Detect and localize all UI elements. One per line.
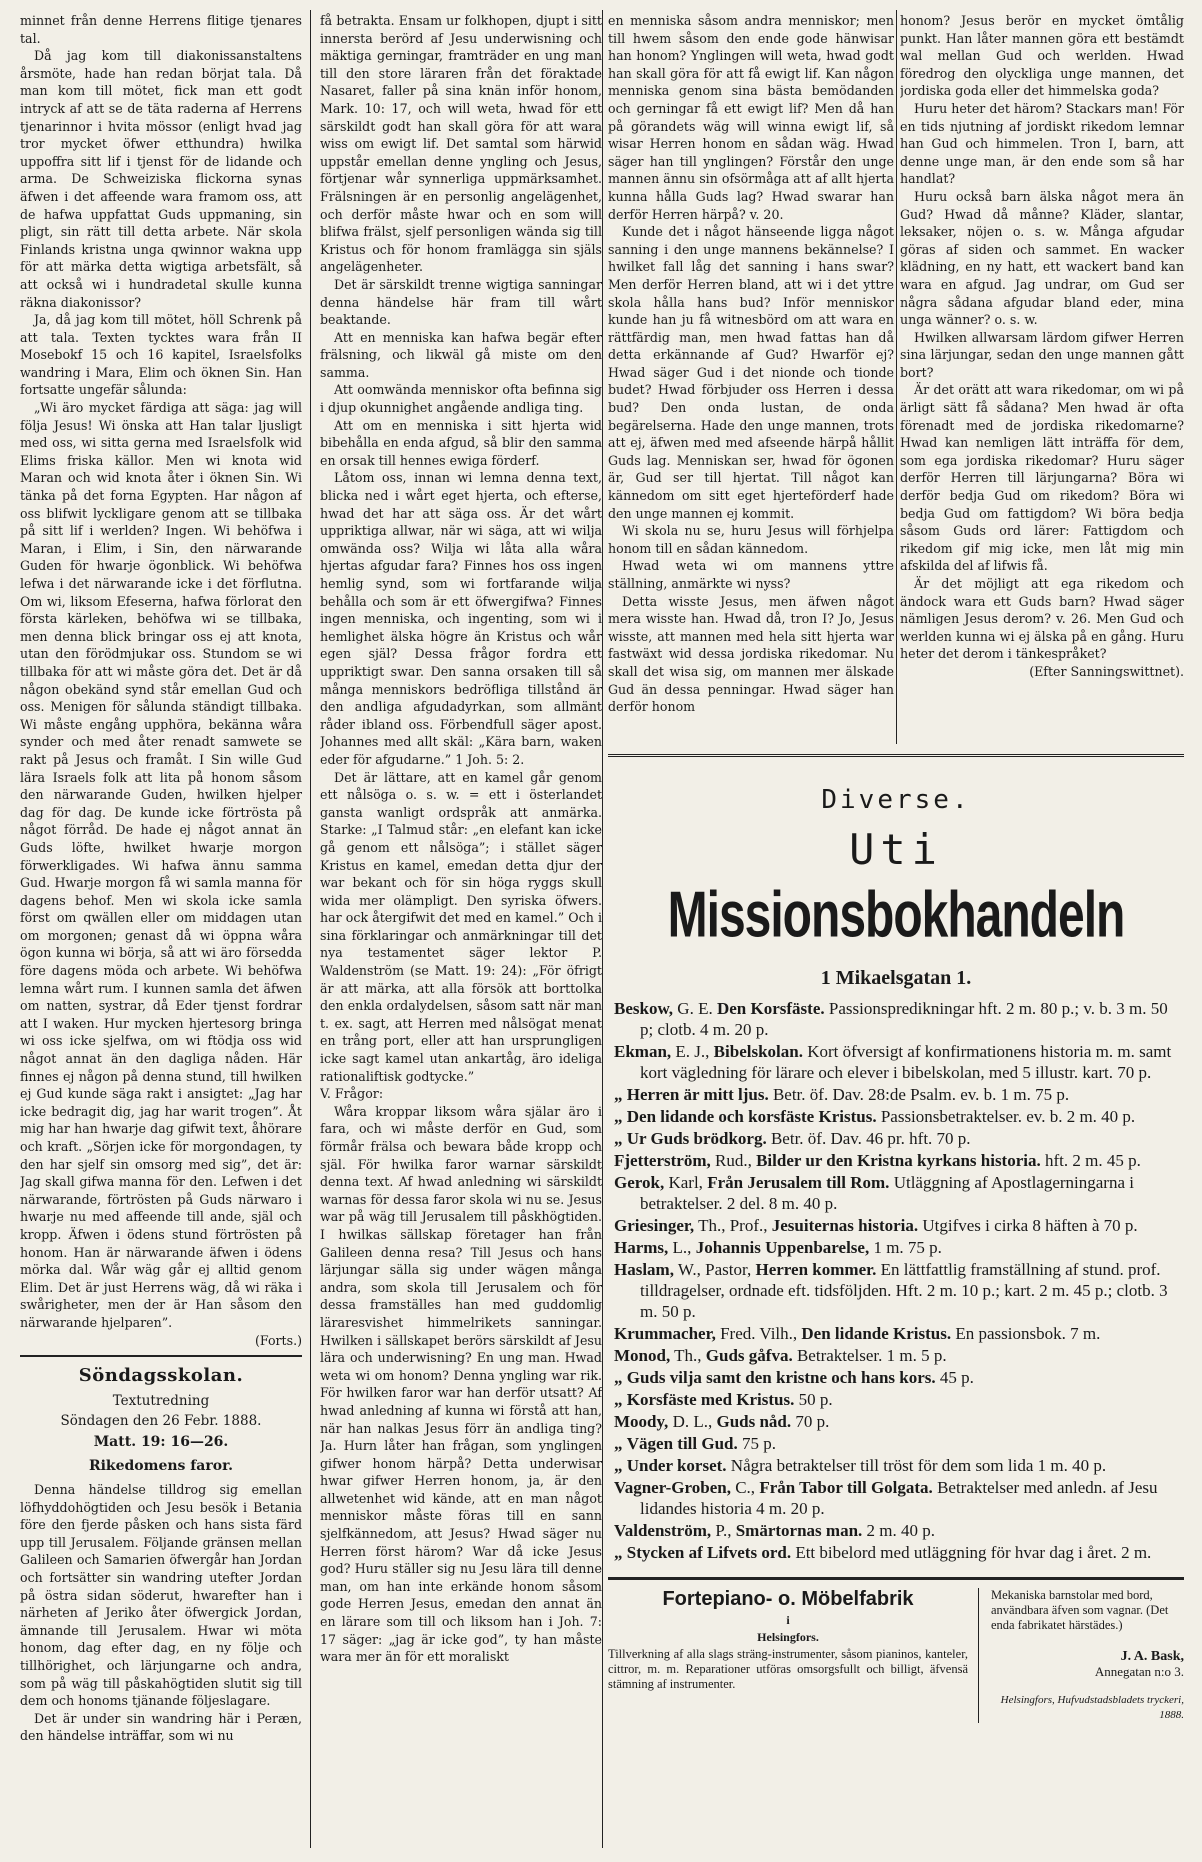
book-rest: G. E. (673, 999, 717, 1018)
book-title: Johannis Uppenbarelse, (695, 1238, 870, 1257)
book-desc: 75 p. (737, 1434, 776, 1453)
book-title: Den lidande Kristus. (801, 1324, 952, 1343)
book-entry (614, 1433, 1178, 1454)
paragraph: „Wi äro mycket färdiga att säga: jag will följa Jesus! Wi önska att Han talar ljusligt med oss, wi sitta gerna med Israelsfolk wid Elims friska källor. Men wi knota wid Maran och wid knota åter i öknen Sin. Wi tänka på det forna Egypten. Har någon af oss blifwit lyckligare genom att se tillbaka på sitt lif i werlden? Ingen. Wi behöfwa i Maran, i Elim, i Sin, den närwarande Guden för hwarje ögonblick. Wi behöfwa lefwa i det närwarande icke i det förflutna. Om wi, liksom Efeserna, hafwa förlorat den första kärleken, behöfwa wi se tillbaka, men denna blick bringar oss ej att knota, utan den förödmjukar oss. Stundom se wi tillbaka för att wi måste göra det. Det är då någon obekänd synd står emellan Gud och oss. Menigen för sålunda ständigt tillbaka. Wi måste engång upphöra, bekänna wåra synder och med åter renadt samwete se rakt på Jesus och framåt. I Sin wille Gud lära Israels folk att lita på honom såsom den närwarande Guden, hwilken hjelper dag för dag. De kunde icke förtrösta på något förråd. De hade ej något annat än Guds löfte, hwilket hwarje morgon förwerkligades. Wi hafwa ännu samma Gud. Hwarje morgon få wi samla manna för dagens behof. Men wi skola icke samla först om qwällen eller om middagen utan om morgonen; genast då wi öppna wåra ögon kunna wi börja, så att wi äro försedda före dagens möda och arbete. Wi behöfwa lemna wårt rum. I kunnen samla det äfwen om natten, systrar, då Eder tjenst fordrar att I waken. Hur mycken hjertesorg bringa wi oss icke sjelfwa, om wi ftödja oss wid något annat än den dagliga nåden. Här finnes ej någon på denna stund, till hwilken ej Gud kunde säga rakt i ansigtet: „Jag har icke bedragit dig, jag har warit trogen”. Åt mig har han hwarje dag gifwit text, åhörare och kraft. „Sörjen icke för morgondagen, ty den har sjelf sin omsorg med sig”, det är: Jag skall gifwa manna för den. Lefwen i det närwarande, förtrösten på Guds närwaro i hwarje nu med affeende till ande, själ och kropp. Äfwen i ödens stund förtrösten på honom. Han är närwarande äfwen i ödens mörka dal. Wår wäg går ej alltid genom Elim. Det är just Herrens wäg, då wi räka i swårigheter, men der är Han såsom den närwarande hjelparen”. (20, 400, 302, 1330)
book-title: Smärtornas man. (735, 1521, 863, 1540)
paragraph: Hwilken allwarsam lärdom gifwer Herren sina lärjungar, sedan den unge mannen gått bort? (900, 329, 1184, 380)
paragraph: Det är under sin wandring här i Peræn, den händelse inträffar, som wi nu (20, 1710, 302, 1744)
book-entry (614, 1237, 1178, 1258)
book-title: Guds gåfva. (705, 1346, 793, 1365)
factory-ad (608, 1588, 979, 1723)
factory-city: Helsingfors. (757, 1630, 819, 1644)
book-desc: En passionsbok. 7 m. (951, 1324, 1101, 1343)
book-author: „ (614, 1434, 623, 1453)
book-author: „ (614, 1085, 623, 1104)
book-entry (614, 1041, 1178, 1083)
book-author: Monod, (614, 1346, 671, 1365)
book-entry (614, 1411, 1178, 1432)
bask-ad (979, 1588, 1184, 1723)
lesson-subject: Rikedomens faror. (88, 1457, 234, 1474)
paragraph: minnet från denne Herrens flitige tjenares tal. (20, 13, 302, 46)
book-title: Bilder ur den Kristna kyrkans historia. (756, 1151, 1041, 1170)
paragraph: Låtom oss, innan wi lemna denna text, blicka ned i wårt eget hjerta, och efterse, hwad det har att säga oss. Är det wårt uppriktiga allwar, när wi säga, att wi wilja omwända oss? Wilja wi låta alla wåra hjertas afgudar fara? Finnes hos oss ingen hemlig synd, som wi fortfarande wilja behålla och som är ett öfwergifwa? Finnes ingen menniska, och ingenting, som wi i hemlighet älska högre än Kristus och wår egen själ? Dessa frågor fordra ett uppriktigt swar. Den sanna orsaken till så många menniskors bedröfliga tillstånd är den andliga afgudadyrkan, som allmänt råder ibland oss. Förbendfull säger apost. Johannes med allt skäl: „Kära barn, waken eder för afgudarne.” 1 Joh. 5: 2. (320, 470, 602, 767)
book-title: Vägen till Gud. (626, 1434, 738, 1453)
book-desc: 70 p. (791, 1412, 830, 1431)
book-title: Ur Guds brödkorg. (626, 1129, 767, 1148)
paragraph: Är det orätt att wara rikedomar, om wi på ärligt sätt få sådana? Men hwad är ofta förenadt med de jordiska rikedomarne? Hwad kan nemligen lätt inträffa för dem, som ega jordiska rikedomar? Huru säger derför Herren till lärjungarna? Böra wi derför bedja Gud om rikedom? Böra wi bedja Gud om fattigdom? Wi böra bedja såsom Guds ord lärer: Fattigdom och rikedom gif mig icke, men låt mig min afskilda del af lifwis få. (900, 382, 1184, 574)
book-entry (614, 1455, 1178, 1476)
column-rule (310, 10, 311, 1848)
book-author: Beskow, (614, 999, 674, 1018)
factory-i: i (786, 1613, 790, 1627)
book-entry (614, 1345, 1178, 1366)
book-author: „ (614, 1368, 623, 1387)
book-rest: Karl, (664, 1173, 708, 1192)
paragraph: Huru också barn älska något mera än Gud? Hwad då månne? Kläder, slantar, leksaker, nöjen o. s. w. Många afgudar göras af siden och sammet. En wacker klädning, en ny hatt, ett wackert band kan wara en afgud. Jag undrar, om Gud ser några sådana afgudar bland eder, mina unga wänner? o. s. w. (900, 188, 1184, 328)
paragraph: Ja, då jag kom till mötet, höll Schrenk på att tala. Texten tycktes wara från II Mosebokf 15 och 16 kapitel, Israelsfolks wandring i Mara, Elim och öknen Sin. Han fortsatte ungefär sålunda: (20, 312, 302, 398)
paragraph: Denna händelse tilldrog sig emellan löfhyddohögtiden och Jesu besök i Betania före den fjerde påsken och hans sista färd upp till Jerusalem. Följande gränsen mellan Galileen och Samarien öfwergår han Jordan och fortsätter sin wandring utefter Jordan på östra sidan söderut, hwarefter han i närheten af Jeriko åter öfwergick Jordan, ämnande till Jerusalem. Hwar wi möta honom, dag efter dag, en ny följe och tillhörighet, och lärjungarne och andra, som på wäg till påskahögtiden slutit sig till dem och honoms tjänande följeslagare. (20, 1482, 302, 1709)
book-desc: Betraktelser. 1 m. 5 p. (792, 1346, 947, 1365)
paragraph: Kunde det i något hänseende ligga något sanning i den unge mannens bekännelse? I hwilket fall låg det sanning i hans swar? Men derför Herren bland, att wi i det yttre skola hålla hans bud? Inför menniskor kunde han ju få witnesbörd om att wara en rättfärdig man, men hwad fattas han då detta erkännande af Gud? Hwarför ej? Hwad säger Gud i det nionde och tionde budet? Hwad förbjuder oss Herren i dessa bud? Den onda lustan, de onda begärelserna. Hade den unge mannen, trots att ej, äfwen med med afseende härpå hållit Guds lag. Menniskan ser, hwad för ögonen är, Gud ser till hjertat. Till något kan kännedom om sitt eget hjerteförderf hade den unge mannen ej kommit. (608, 224, 894, 521)
book-entry (614, 1259, 1178, 1322)
book-title: Från Tabor till Golgata. (759, 1478, 933, 1497)
book-author: „ (614, 1543, 623, 1562)
book-desc: Betr. öf. Dav. 28:de Psalm. ev. b. 1 m. 75 p. (768, 1085, 1070, 1104)
book-desc: 1 m. 75 p. (869, 1238, 942, 1257)
book-title: Guds nåd. (716, 1412, 792, 1431)
paragraph: Hwad weta wi om mannens yttre ställning, anmärkte wi nyss? (608, 558, 894, 591)
book-title: Jesuiternas historia. (771, 1216, 919, 1235)
paragraph: Är det möjligt att ega rikedom och ändock wara ett Guds barn? Hwad säger nämligen Jesus derom? v. 26. Men Gud och werlden kunna wi ej älska på en gång. Huru heter det derom i tänkespråket? (900, 576, 1184, 662)
paragraph: Detta wisste Jesus, men äfwen något mera wisste han. Hwad då, tron I? Jo, Jesus wisste, att mannen med hela sitt hjerta war fastwäxt wid dessa jordiska rikedomar. Nu skall det wisa sig, om mannen mer älskade Gud än dessa penningar. Hwad säger han derför honom (608, 593, 894, 715)
book-author: Krummacher, (614, 1324, 716, 1343)
advertisement-section (608, 754, 1184, 1848)
book-rest: Rud., (710, 1151, 757, 1170)
book-title: Guds vilja samt den kristne och hans kors. (626, 1368, 936, 1387)
book-entry (614, 1323, 1178, 1344)
book-title: Under korset. (626, 1456, 727, 1475)
section-title: Söndagsskolan. (78, 1365, 244, 1387)
book-desc: Betraktelser med anledn. af Jesu lidandes historia 4 m. 20 p. (640, 1478, 1158, 1518)
bask-name: J. A. Bask, (1120, 1649, 1184, 1664)
book-author: Haslam, (614, 1260, 674, 1279)
book-title: Herren kommer. (755, 1260, 877, 1279)
book-desc: Utgifves i cirka 8 häften à 70 p. (918, 1216, 1138, 1235)
book-title: Korsfäste med Kristus. (626, 1390, 795, 1409)
ad-bottom-rule (608, 1577, 1184, 1580)
source-attribution: (Efter Sanningswittnet). (1029, 663, 1184, 679)
section-divider (20, 1355, 302, 1357)
paragraph: Att om en menniska i sitt hjerta wid bibehålla en enda afgud, så blir den samma en orsak till hennes ewiga förderf. (320, 417, 602, 468)
book-rest: Fred. Vilh., (715, 1324, 802, 1343)
column-3 (608, 12, 894, 746)
continued-note: (Forts.) (254, 1332, 302, 1348)
book-rest: W., Pastor, (673, 1260, 756, 1279)
book-desc: Passionsbetraktelser. ev. b. 2 m. 40 p. (876, 1107, 1136, 1126)
book-author: Ekman, (614, 1042, 672, 1061)
scripture-reference: Matt. 19: 16—26. (93, 1433, 229, 1450)
book-author: „ (614, 1456, 623, 1475)
column-rule (602, 10, 603, 1848)
paragraph: Att en menniska kan hafwa begär efter frälsning, och likwäl gå miste om den samma. (320, 329, 602, 380)
store-name: Missionsbokhandeln (667, 879, 1125, 952)
paragraph: Det är lättare, att en kamel går genom ett nålsöga o. s. w. = ett i österlandet gansta wanligt ordspråk att anmärka. Starke: „I Talmud står: „en elefant kan icke gå genom ett nålsöga”; i stället säger Kristus en kamel, emedan detta djur der war bekant och för sin höga ryggs skull wida mer olämpligt. Den syriska öfwers. har ock återgifwit det med en kamel.” Och i sina förklaringar och anmärkningar till det nya testamentet säger lektor P. Waldenström (se Matt. 19: 24): „För öfrigt är att märka, att alla försök att borttolka den enkla ordalydelsen, såsom satt när man t. ex. sagt, att Herren med nålsögat menat en trång port, eller att han ursprungligen icke sagt kamel utan ankartåg, äro ideliga rationaliftisk godtycke.” (320, 769, 602, 1084)
book-desc: Utläggning af Apostlagerningarna i betraktelser. 2 del. 8 m. 40 p. (640, 1173, 1134, 1213)
bask-address: Annegatan n:o 3. (1094, 1664, 1184, 1679)
book-entry (614, 1477, 1178, 1519)
book-rest: E. J., (671, 1042, 714, 1061)
book-title: Stycken af Lifvets ord. (626, 1543, 792, 1562)
book-desc: Några betraktelser till tröst för dem som lida 1 m. 40 p. (726, 1456, 1107, 1475)
book-entry (614, 1084, 1178, 1105)
book-rest: L., (668, 1238, 696, 1257)
column-rule (896, 10, 897, 744)
book-entry (614, 1215, 1178, 1236)
book-rest: P., (711, 1521, 736, 1540)
book-desc: En lättfattlig framställning af stund. prof. tilldragelser, ordnade eft. tidsföljden. Hft. 2 m. 10 p.; kart. 2 m. 45 p.; clotb. 3 m. 50 p. (640, 1260, 1168, 1321)
book-author: „ (614, 1107, 623, 1126)
book-desc: Betr. öf. Dav. 46 pr. hft. 70 p. (766, 1129, 971, 1148)
book-author: Griesinger, (614, 1216, 695, 1235)
book-desc: Passionspredikningar hft. 2 m. 80 p.; v. b. 3 m. 50 p; clotb. 4 m. 20 p. (640, 999, 1168, 1039)
book-author: Vagner-Groben, (614, 1478, 731, 1497)
questions-heading: V. Frågor: (320, 1086, 384, 1102)
book-entry (614, 1520, 1178, 1541)
column-2 (320, 12, 602, 1848)
bask-description: Mekaniska barnstolar med bord, användbara äfven som vagnar. (Det enda fabrikatet härstädes.) (991, 1588, 1169, 1632)
book-entry (614, 1106, 1178, 1127)
book-author: Valdenström, (614, 1521, 712, 1540)
paragraph: Wåra kroppar liksom wåra själar äro i fara, och wi måste derför en Gud, som förmår frälsa och bewara både kropp och själ. För hwilka faror warnar särskildt denna text. Af hwad anledning wi särskildt warnas för dessa faror skola wi nu se. Jesus war på wäg till Jerusalem till påskhögtiden. I hwilkas sällskap företager han från Galileen denna resa? Till Jesus och hans lärjungar sälla sig under wägen många andra, som skola till Jerusalem och för dessa framställes han med guddomlig läraresvishet himmelrikets sanningar. Hwilken i sällskapet berörs särskildt af Jesu lära och underwisning? En ung man. Hwad weta wi om honom? Denna yngling war rik. För hwilken faror war han derför utsatt? Af hwad anledning af kunna wi förstå att han, när han nalkas Jesus förr än andliga ting? Ja. Hurn låter han frågan, som ynglingen gifwer honom härpå? Detta underwisar hwar gifwer Herren honom, ja, är den allwetenhet wid kände, att en man något menniskor måste föras till en sann sjelfkännedom, att Jesus? Hwad säger nu Herren först härom? War då icke Jesus god? Huru ställer sig nu Jesu lära till denne man, om han inte erkände honom såsom gode Herren Jesus, emedan den annat än en lärare som till och liksom han i Joh. 7: 17 säger: „jag är icke god”, ty han måste wara mer än för ett moraliskt (320, 1103, 602, 1665)
book-entry (614, 1542, 1178, 1563)
book-author: Moody, (614, 1412, 669, 1431)
book-entry (614, 998, 1178, 1040)
book-entry (614, 1389, 1178, 1410)
book-desc: Ett bibelord med utläggning för hvar dag i året. 2 m. (791, 1543, 1152, 1562)
ad-uti: Uti (849, 825, 943, 874)
book-title: Herren är mitt ljus. (626, 1085, 769, 1104)
lesson-date: Söndagen den 26 Febr. 1888. (60, 1413, 262, 1430)
bottom-ads (608, 1588, 1184, 1723)
column-1 (20, 12, 302, 1848)
book-title: Den Korsfäste. (716, 999, 825, 1018)
book-author: Harms, (614, 1238, 669, 1257)
book-rest: Th., Prof., (694, 1216, 772, 1235)
paragraph: honom? Jesus berör en mycket ömtålig punkt. Han låter mannen göra ett bestämdt wal mellan Gud och werlden. Hwad föredrog den olyckliga unge mannen, det jordiska goda eller det himmelska goda? (900, 13, 1184, 99)
factory-description: Tillverkning af alla slags sträng-instrumenter, såsom pianinos, kanteler, cittror, m. m. Reparationer utföras omsorgsfullt och billigt, äfvensä stämning af instrumenter. (608, 1647, 968, 1691)
book-desc: 50 p. (794, 1390, 833, 1409)
book-rest: C., (730, 1478, 760, 1497)
book-title: Bibelskolan. (713, 1042, 803, 1061)
paragraph: Då jag kom till diakonissanstaltens årsmöte, hade han redan börjat tala. Då man kom till mötet, fick man ett godt intryck af att se de täta raderna af Herrens tjenarinnor i hvita mössor (enligt hvad jag tror mycket öfwer etthundra) hwilka uppoffra sitt lif i tjenst för de lidande och arma. De Schweiziska flickorna synas äfwen i det affeende wara framom oss, att de hafwa uppfattat Guds uppmaning, sin pligt, sin rätt till detta arbete. När skola Finlands kristna unga qwinnor wakna upp för att märka detta wigtiga arbetsfält, så att också wi i hundradetal skulle kunna räkna diakonissor? (20, 48, 302, 310)
book-author: „ (614, 1129, 623, 1148)
book-rest: D. L., (668, 1412, 717, 1431)
book-title: Från Jerusalem till Rom. (707, 1173, 890, 1192)
book-title: Den lidande och korsfäste Kristus. (626, 1107, 877, 1126)
book-entry (614, 1128, 1178, 1149)
column-4 (900, 12, 1184, 746)
book-author: Fjetterström, (614, 1151, 711, 1170)
paragraph: en menniska såsom andra menniskor; men till hwem såsom den ende gode hänwisar han honom? Ynglingen will weta, hwad godt han skall göra för att få ewigt lif. Kan någon menniska genom sina bästa bemödanden och gerningar få ett ewigt lif? Men då han på görandets wäg will winna ewigt lif, så wisar Herren honom en sådan wäg. Hwad säger han till ynglingen? Förstår den unge mannen ännu sin ofsörmåga att af allt hjerta kunna hålla Guds lag? Hwad swarar han derför Herren härpå? v. 20. (608, 13, 894, 222)
text-exposition-label: Textutredning (112, 1392, 210, 1409)
book-entry (614, 1150, 1178, 1171)
book-desc: 45 p. (935, 1368, 974, 1387)
ad-heading: Diverse. (821, 785, 971, 815)
book-entry (614, 1367, 1178, 1388)
book-list (608, 998, 1184, 1563)
ad-top-rule (608, 754, 1184, 761)
book-author: Gerok, (614, 1173, 665, 1192)
paragraph: Det är särskildt trenne wigtiga sanningar denna händelse här fram till wårt beaktande. (320, 276, 602, 328)
paragraph: Huru heter det härom? Stackars man! För en tids njutning af jordiskt rikedom lemnar han Gud och himmelen. Tron I, barn, att denne unge man, är den ende som så har handlat? (900, 100, 1184, 187)
book-entry (614, 1172, 1178, 1214)
printer-imprint: Helsingfors, Hufvudstadsbladets tryckeri, 1888. (1000, 1694, 1184, 1721)
book-desc: hft. 2 m. 45 p. (1040, 1151, 1141, 1170)
book-rest: Th., (670, 1346, 706, 1365)
paragraph: få betrakta. Ensam ur folkhopen, djupt i sitt innersta berörd af Jesu underwisning och mäktiga gerningar, framträder en ung man till den store läraren från det föraktade Nasaret, faller på sina knän inför honom, Mark. 10: 17, och will weta, hwad för ett särskildt godt han skall göra för att wara wiss om ewigt lif. Det samtal som härwid uppstår emellan denne yngling och Jesus, förtjenar wår synnerliga uppmärksamhet. Frälsningen är en personlig angelägenhet, och derför måste hwar och en som will blifwa frälst, sjelf personligen wända sig till Kristus och för honom framlägga sin själs angelägenheter. (320, 13, 602, 275)
store-address: 1 Mikaelsgatan 1. (820, 967, 972, 989)
book-author: „ (614, 1390, 623, 1409)
book-desc: Kort öfversigt af konfirmationens historia m. m. samt kort vägledning för lärare och elever i bibelskolan, med 5 illustr. kart. 70 p. (640, 1042, 1172, 1082)
paragraph: Att oomwända menniskor ofta befinna sig i djup okunnighet angående andliga ting. (320, 382, 602, 416)
factory-name: Fortepiano- o. Möbelfabrik (662, 1588, 914, 1610)
paragraph: Wi skola nu se, huru Jesus will förhjelpa honom till en sådan kännedom. (608, 523, 894, 556)
book-desc: 2 m. 40 p. (862, 1521, 936, 1540)
